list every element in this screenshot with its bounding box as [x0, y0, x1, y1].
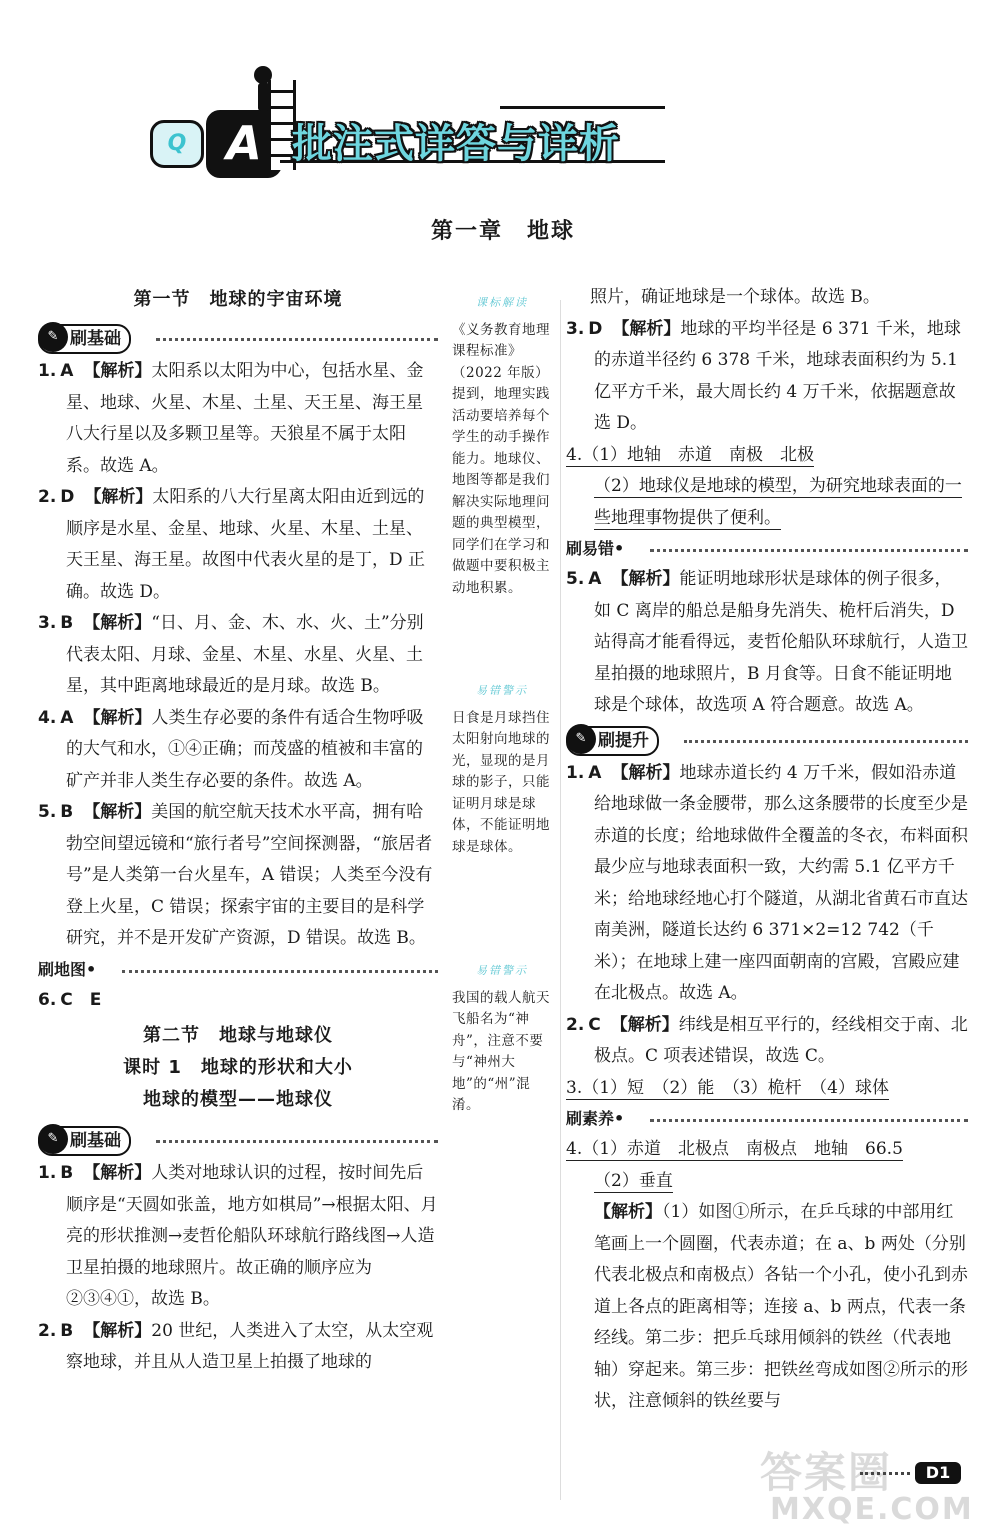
dotted-rule — [650, 549, 968, 552]
answer-item — [38, 703, 438, 798]
q-bubble: Q — [150, 120, 204, 168]
answer-item — [38, 356, 438, 482]
answer-choice: A — [588, 762, 602, 783]
answer-item — [566, 1073, 968, 1105]
banner-divider — [500, 106, 665, 109]
badge-label: 刷提升 — [598, 730, 649, 751]
side-note-warning-1 — [452, 680, 552, 858]
dotted-rule — [122, 970, 438, 973]
analysis-text: 能证明地球形状是球体的例子很多，如 C 离岸的船总是船身先消失、桅杆后消失，D 站得高才能看得远，麦哲伦船队环球航行，人造卫星拍摄的地球照片，B 月食等。日食不能证明地球是个球体，故选项 A 符合题意。故选 A。 — [594, 569, 968, 715]
answer-item — [566, 440, 968, 472]
question-number: 6. — [38, 989, 57, 1010]
watermark-url: MXQE.COM — [770, 1492, 974, 1527]
answer-item — [566, 1134, 968, 1166]
question-number: 1. — [566, 762, 585, 783]
answer-choice: D — [588, 318, 603, 339]
literacy-head — [566, 1104, 968, 1134]
answer-item — [38, 608, 438, 703]
answer-item — [566, 758, 968, 1010]
lesson-title: 课时 1 地球的形状和大小 — [123, 1057, 353, 1078]
answer-item — [38, 1316, 438, 1379]
question-number: 3. — [566, 318, 585, 339]
chapter-title: 第一章 地球 — [430, 219, 575, 244]
answer-line: 3.（1）短 （2）能 （3）桅杆 （4）球体 — [566, 1077, 889, 1098]
badge-basic-1 — [38, 324, 131, 354]
analysis-paragraph — [566, 1197, 968, 1418]
lesson-subtitle: 地球的模型——地球仪 — [143, 1089, 333, 1110]
note-tag: 课标解读 — [476, 296, 528, 309]
analysis-tag: 【解析】 — [594, 1202, 662, 1222]
question-number: 2. — [566, 1014, 585, 1035]
analysis-text: 太阳系以太阳为中心，包括水星、金星、地球、火星、木星、土星、天王星、海王星八大行星以及多颗卫星等。天狼星不属于太阳系。故选 A。 — [66, 361, 424, 476]
badge-row-basic-2 — [38, 1124, 438, 1156]
note-text: 《义务教育地理课程标准》（2022 年版）提到，地理实践活动要培养每个学生的动手操作能力。地球仪、地图等都是我们解决实际地理问题的典型模型，同学们在学习和做题中要积极主动地积累。 — [452, 321, 550, 596]
analysis-text: 人类生存必要的条件有适合生物呼吸的大气和水，①④正确；而茂盛的植被和丰富的矿产并非人类生存必要的条件。故选 A。 — [66, 707, 424, 791]
analysis-text: 地球赤道长约 4 万千米，假如沿赤道给地球做一条金腰带，那么这条腰带的长度至少是赤道的长度；给地球做件全覆盖的冬衣，布料面积最少应与地球表面积一致，大约需 5.1 亿平方千米；给地球经地心打个隧道，从湖北省黄石市直达南美洲，隧道长达约 6 371×2=12 742（千米）；在地球上建一座四面朝南的宫殿，宫殿应建在北极点。故选 A。 — [594, 762, 968, 1003]
answer-item — [566, 1010, 968, 1073]
badge-advance — [566, 726, 659, 756]
question-number: 1. — [38, 1163, 57, 1183]
map-practice-head — [38, 955, 438, 985]
answer-line: 4.（1）地轴 赤道 南极 北极 — [566, 444, 815, 465]
question-number: 3. — [38, 613, 57, 633]
analysis-tag: 【解析】 — [84, 487, 153, 507]
section1-title: 第一节 地球的宇宙环境 — [133, 289, 343, 310]
analysis-tag: 【解析】 — [610, 1014, 679, 1035]
analysis-text: 美国的航空航天技术水平高，拥有哈勃空间望远镜和“旅行者号”空间探测器，“旅居者号”是人类第一台火星车，A 错误；人类至今没有登上火星，C 错误；探索宇宙的主要目的是科学研究，并不是开发矿产资源，D 错误。故选 B。 — [66, 802, 433, 948]
answer-line: 4.（1）赤道 北极点 南极点 地轴 66.5 — [566, 1139, 903, 1159]
answer-choice: B — [60, 1163, 74, 1183]
answer-item — [566, 314, 968, 440]
answer-choice: A — [60, 361, 74, 381]
question-number: 2. — [38, 1320, 57, 1341]
answer-choice: C E — [60, 989, 102, 1010]
pen-icon: ✎ — [38, 1124, 68, 1154]
analysis-text: 太阳系的八大行星离太阳由近到远的顺序是水星、金星、地球、火星、木星、土星、天王星、海王星。故图中代表火星的是丁，D 正确。故选 D。 — [66, 487, 426, 602]
page-number: D1 — [915, 1462, 961, 1484]
badge-label: 刷基础 — [70, 329, 121, 349]
answer-line: （2）地球仪是地球的模型，为研究地球表面的一些地理事物提供了便利。 — [594, 476, 962, 528]
answer-choice: B — [60, 613, 74, 633]
banner-title: 批注式详答与详析 — [292, 121, 620, 167]
column-divider — [560, 300, 561, 1500]
analysis-tag: 【解析】 — [83, 1320, 152, 1341]
badge-basic-2 — [38, 1126, 131, 1156]
answer-line: （2）垂直 — [594, 1170, 673, 1191]
badge-row-advance — [566, 724, 968, 756]
section2-title: 第二节 地球与地球仪 — [143, 1025, 333, 1046]
answer-item — [38, 985, 438, 1017]
analysis-tag: 【解析】 — [83, 361, 152, 381]
sub-head-label: 刷易错• — [566, 539, 625, 558]
note-text: 我国的载人航天飞船名为“神舟”，注意不要与“神州大地”的“州”混淆。 — [452, 989, 550, 1113]
pen-icon: ✎ — [38, 322, 68, 352]
sub-head-label: 刷地图• — [38, 959, 97, 979]
note-text: 日食是月球挡住太阳射向地球的光，显现的是月球的影子，只能证明月球是球体，不能证明地球是球体。 — [452, 709, 550, 855]
badge-label: 刷基础 — [70, 1131, 121, 1151]
analysis-tag: 【解析】 — [612, 318, 681, 339]
analysis-tag: 【解析】 — [83, 802, 152, 822]
answer-choice: A — [60, 707, 74, 728]
answer-choice: C — [588, 1014, 601, 1035]
answer-item — [566, 1166, 968, 1198]
side-note-warning-2 — [452, 960, 552, 1117]
a-bubble: A — [206, 110, 282, 178]
answer-item — [566, 564, 968, 722]
pen-icon: ✎ — [566, 724, 596, 754]
analysis-tag: 【解析】 — [83, 707, 152, 728]
easy-error-head — [566, 534, 968, 564]
side-note-curriculum — [452, 292, 552, 599]
question-number: 1. — [38, 361, 57, 381]
answer-item — [38, 482, 438, 608]
analysis-text: （1）如图①所示，在乒乓球的中部用红笔画上一个圆圈，代表赤道；在 a、b 两处（分别代表北极点和南极点）各钻一个小孔，使小孔到赤道上各点的距离相等；连接 a、b 两点，代表一条经线。第二步：把乒乓球用倾斜的铁丝（代表地轴）穿起来。第三步：把铁丝弯成如图②所示的形状，注意倾斜的铁丝要与 — [594, 1202, 968, 1411]
analysis-tag: 【解析】 — [611, 762, 680, 783]
sub-head-label: 刷素养• — [566, 1109, 625, 1128]
question-number: 4. — [38, 707, 57, 728]
analysis-text: 纬线是相互平行的，经线相交于南、北极点。C 项表述错误，故选 C。 — [594, 1014, 968, 1066]
analysis-text: 人类对地球认识的过程，按时间先后顺序是“天圆如张盖，地方如棋局”→根据太阳、月亮的形状推测→麦哲伦船队环球航行路线图→人造卫星拍摄的地球照片。故正确的顺序应为②③④①，故选 B。 — [66, 1163, 438, 1309]
analysis-text: 20 世纪，人类进入了太空，从太空观察地球，并且从人造卫星上拍摄了地球的 — [66, 1320, 434, 1372]
analysis-tag: 【解析】 — [83, 1163, 152, 1183]
answer-choice: B — [60, 802, 74, 822]
continued-text: 照片，确证地球是一个球体。故选 B。 — [590, 287, 880, 307]
analysis-tag: 【解析】 — [611, 569, 680, 589]
answer-choice: D — [60, 487, 75, 507]
dotted-rule — [684, 740, 968, 743]
question-number: 2. — [38, 487, 57, 507]
question-number: 5. — [566, 569, 585, 589]
right-column — [566, 282, 968, 1418]
note-tag: 易错警示 — [476, 964, 528, 977]
dotted-rule — [650, 1119, 968, 1122]
dotted-rule — [156, 1140, 438, 1143]
badge-row-basic-1 — [38, 322, 438, 354]
left-column — [38, 284, 438, 1379]
answer-item — [38, 1158, 438, 1316]
answer-choice: A — [588, 569, 602, 589]
note-tag: 易错警示 — [476, 684, 528, 697]
header-banner — [150, 100, 665, 200]
watermark-logo: 答案圈 — [760, 1448, 893, 1497]
analysis-text: “日、月、金、木、水、火、土”分别代表太阳、月球、金星、木星、水星、火星、土星，其中距离地球最近的是月球。故选 B。 — [66, 613, 424, 696]
answer-item — [38, 797, 438, 955]
dotted-rule — [156, 338, 438, 341]
answer-choice: B — [60, 1320, 74, 1341]
analysis-text: 地球的平均半径是 6 371 千米，地球的赤道半径约 6 378 千米，地球表面积约为 5.1 亿平方千米，最大周长约 4 万千米，依据题意故选 D。 — [594, 318, 961, 433]
page-dots — [860, 1472, 910, 1475]
answer-item — [566, 471, 968, 534]
question-number: 5. — [38, 802, 57, 822]
analysis-tag: 【解析】 — [83, 613, 152, 633]
